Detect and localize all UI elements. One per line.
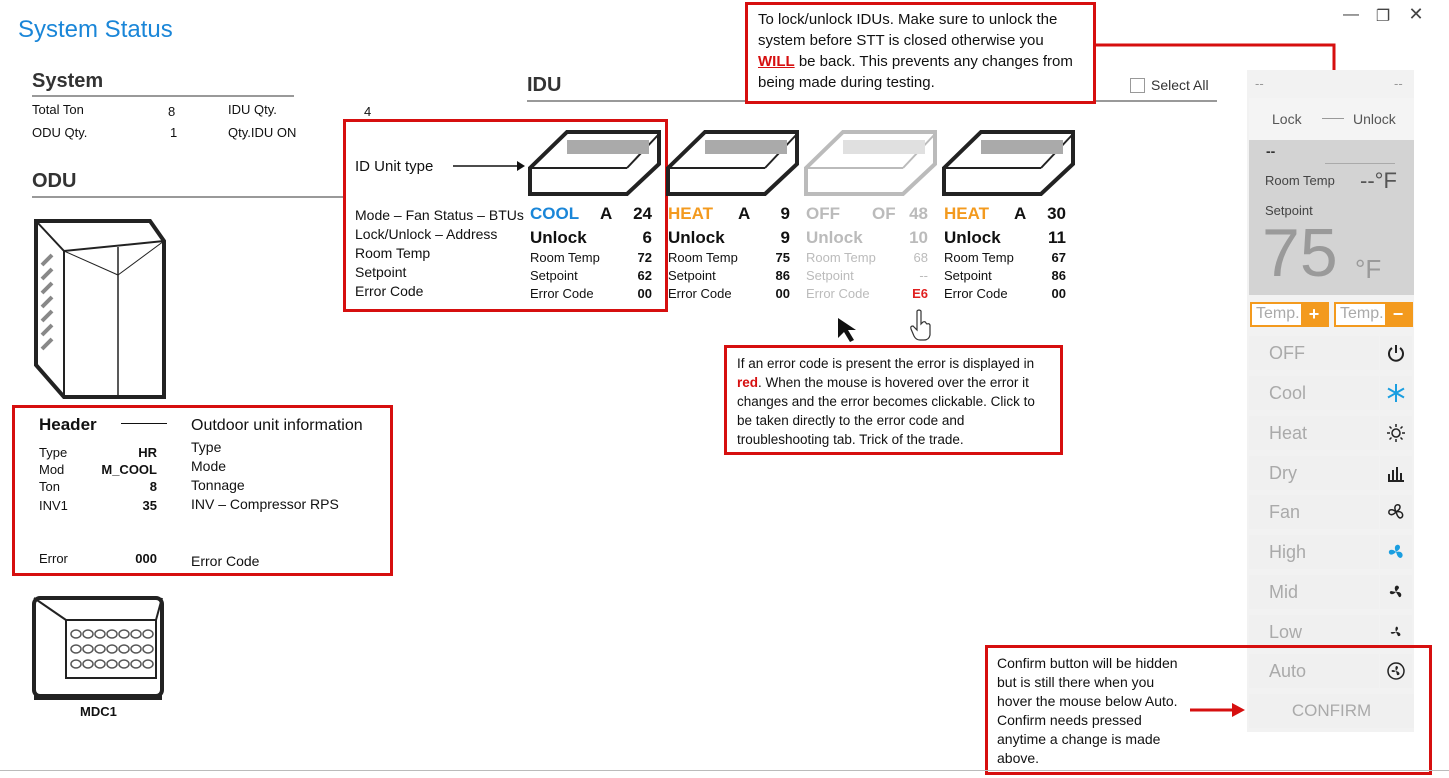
mdc-unit-icon[interactable] [30,594,170,702]
panel-setpoint-label: Setpoint [1265,203,1313,218]
dry-icon[interactable] [1380,456,1412,490]
arrow-cursor-icon [836,316,862,344]
idu-fan-status: A [600,204,613,223]
maximize-button[interactable]: ❐ [1375,8,1391,25]
lock-note-callout [745,2,1096,104]
idu-room-value: 67 [1051,250,1066,265]
lock-note-will: WILL [758,53,795,70]
temp-down-button[interactable] [1334,302,1413,327]
fan-auto-button[interactable]: Auto [1249,654,1379,688]
idu-error-label: Error Code [944,286,1008,301]
fan-low-icon[interactable] [1380,615,1412,649]
legend-line-setpoint: Setpoint [355,264,407,280]
idu-room-value: 75 [775,250,790,265]
idu-mode: HEAT [668,204,714,223]
fan-mid-icon[interactable] [1380,575,1412,609]
idu-setpoint-value: -- [919,268,928,283]
header-leader-line [121,423,167,424]
mode-off-button[interactable]: OFF [1249,336,1379,370]
idu-btu: 48 [909,204,928,223]
idu-error-value[interactable]: E6 [912,286,928,301]
mdc-label: MDC1 [80,704,117,719]
odu-info-callout [12,405,393,576]
idu-room-value: 72 [637,250,652,265]
power-icon[interactable] [1380,336,1412,370]
idu-setpoint-label: Setpoint [806,268,854,283]
idu-room-label: Room Temp [944,250,1014,265]
confirm-callout-arrow [1190,702,1246,718]
idu-error-label: Error Code [806,286,870,301]
confirm-button[interactable]: CONFIRM [1249,694,1414,728]
system-label-qty-idu-on: Qty.IDU ON [228,125,297,140]
fan-mid-button[interactable]: Mid [1249,575,1379,609]
system-label-total-ton: Total Ton [32,104,84,117]
system-heading: System [32,70,104,92]
idu-error-value[interactable]: 00 [637,286,652,301]
hand-cursor-icon [908,308,934,342]
minimize-button[interactable]: — [1343,6,1359,23]
odu-inv1-value: 35 [142,498,157,513]
idu-error-label: Error Code [530,286,594,301]
idu-lock-state: Unlock [806,228,863,247]
idu-card-2[interactable] [806,204,928,304]
legend-line-error: Error Code [355,283,424,299]
odu-unit-icon[interactable] [30,215,170,405]
page-title: System Status [18,16,173,43]
lock-note-part1: To lock/unlock IDUs. Make sure to unlock the system before STT is closed otherwise you [758,11,1058,49]
snowflake-icon[interactable] [1380,376,1412,410]
idu-setpoint-label: Setpoint [668,268,716,283]
mode-heat-button[interactable]: Heat [1249,416,1379,450]
odu-mod-value: M_COOL [101,462,157,477]
odu-ton-value: 8 [149,479,157,494]
idu-fan-status: OF [872,204,896,223]
system-label-odu-qty: ODU Qty. [32,125,88,140]
system-value-idu-qty: 4 [364,104,372,119]
idu-unit-icon [803,128,938,198]
idu-card-1[interactable] [668,204,790,304]
idu-setpoint-label: Setpoint [530,268,578,283]
odu-error-label: Error [39,551,68,566]
close-button[interactable]: ✕ [1408,4,1424,24]
idu-btu: 30 [1047,204,1066,223]
idu-room-label: Room Temp [530,250,600,265]
odu-inv1-label: INV1 [39,498,68,513]
odu-header-label: Header [39,415,97,434]
unlock-button[interactable]: Unlock [1353,111,1396,127]
odu-heading: ODU [32,170,77,192]
error-note-callout [724,345,1063,455]
odu-type-label: Type [39,445,68,460]
panel-top-left: -- [1255,76,1264,91]
temp-down-label: Temp. [1340,305,1384,322]
idu-heading: IDU [527,74,562,96]
idu-mode: COOL [530,204,580,223]
system-divider [32,95,294,97]
error-note-text [737,354,1050,449]
idu-address: 9 [780,228,790,247]
panel-top-right: -- [1394,76,1403,91]
idu-room-label: Room Temp [668,250,738,265]
idu-card-3[interactable] [944,204,1066,304]
system-label-idu-qty: IDU Qty. [228,104,277,117]
idu-lock-state: Unlock [668,228,725,247]
idu-setpoint-value: 62 [637,268,652,283]
error-note-red-word: red [737,375,759,390]
system-value-odu-qty: 1 [170,125,178,140]
odu-info-line-error: Error Code [191,553,260,569]
idu-room-value: 68 [913,250,928,265]
panel-room-value: --°F [1360,168,1397,193]
idu-fan-status: A [738,204,751,223]
id-unit-type-label: ID Unit type [355,158,434,175]
panel-address: -- [1266,143,1276,159]
window-bottom-border [0,770,1449,771]
fan-high-button[interactable]: High [1249,535,1379,569]
idu-unit-icon [665,128,800,198]
error-note-part1: If an error code is present the error is displayed in [737,356,1035,371]
odu-info-line-mode: Mode [191,458,227,474]
idu-error-label: Error Code [668,286,732,301]
lock-button[interactable]: Lock [1272,111,1302,127]
idu-mode: OFF [806,204,840,223]
lock-toggle-divider [1322,118,1344,119]
confirm-note-text: Confirm button will be hidden but is still there when you hover the mouse below Auto. Confirm needs pressed anytime a change is made above. [997,654,1187,768]
panel-room-label: Room Temp [1265,173,1335,188]
minus-icon: − [1385,304,1411,325]
idu-fan-status: A [1014,204,1027,223]
mode-dry-button[interactable]: Dry [1249,456,1379,490]
idu-error-value[interactable]: 00 [775,286,790,301]
fan-low-button[interactable]: Low [1249,615,1379,649]
odu-mod-label: Mod [39,462,65,477]
temp-up-label: Temp. [1256,305,1300,322]
mode-fan-button[interactable]: Fan [1249,495,1379,529]
odu-info-line-tonnage: Tonnage [191,477,245,493]
idu-btu: 9 [780,204,790,223]
idu-lock-state: Unlock [530,228,587,247]
idu-setpoint-value: 86 [775,268,790,283]
temp-up-button[interactable] [1250,302,1329,327]
system-value-total-ton: 8 [168,104,176,119]
idu-lock-state: Unlock [944,228,1001,247]
idu-error-value[interactable]: 00 [1051,286,1066,301]
plus-icon: + [1301,304,1327,325]
idu-card-0[interactable] [530,204,652,304]
idu-setpoint-label: Setpoint [944,268,992,283]
idu-address: 10 [909,228,928,247]
lock-note-part2: be back. This prevents any changes from being made during testing. [758,53,1073,91]
legend-line-mode: Mode – Fan Status – BTUs [355,207,524,223]
odu-error-value[interactable]: 000 [135,551,157,566]
fan-high-icon[interactable] [1380,535,1412,569]
idu-mode: HEAT [944,204,990,223]
panel-setpoint-value: 75 [1262,215,1338,291]
lock-note-text [758,9,1083,93]
odu-type-value: HR [138,445,157,460]
fan-icon[interactable] [1380,495,1412,529]
sun-icon[interactable] [1380,416,1412,450]
error-note-part2: . When the mouse is hovered over the error it changes and the error becomes clickable. Click to be taken directly to the error code and troubleshooting tab. Trick of the trade. [737,375,1035,447]
legend-line-lock: Lock/Unlock – Address [355,226,498,242]
idu-room-label: Room Temp [806,250,876,265]
idu-address: 6 [642,228,652,247]
odu-info-title: Outdoor unit information [191,417,363,434]
idu-unit-icon [527,128,662,198]
arrow-right-icon [453,160,525,172]
panel-setpoint-unit: °F [1355,254,1382,284]
mode-cool-button[interactable]: Cool [1249,376,1379,410]
panel-address-divider [1325,163,1395,164]
idu-btu: 24 [633,204,652,223]
idu-address: 11 [1048,228,1066,247]
odu-info-line-inv: INV – Compressor RPS [191,496,339,512]
select-all-label: Select All [1151,77,1209,93]
odu-ton-label: Ton [39,479,60,494]
idu-unit-icon [941,128,1076,198]
odu-info-line-type: Type [191,439,222,455]
idu-setpoint-value: 86 [1051,268,1066,283]
legend-line-room: Room Temp [355,245,431,261]
